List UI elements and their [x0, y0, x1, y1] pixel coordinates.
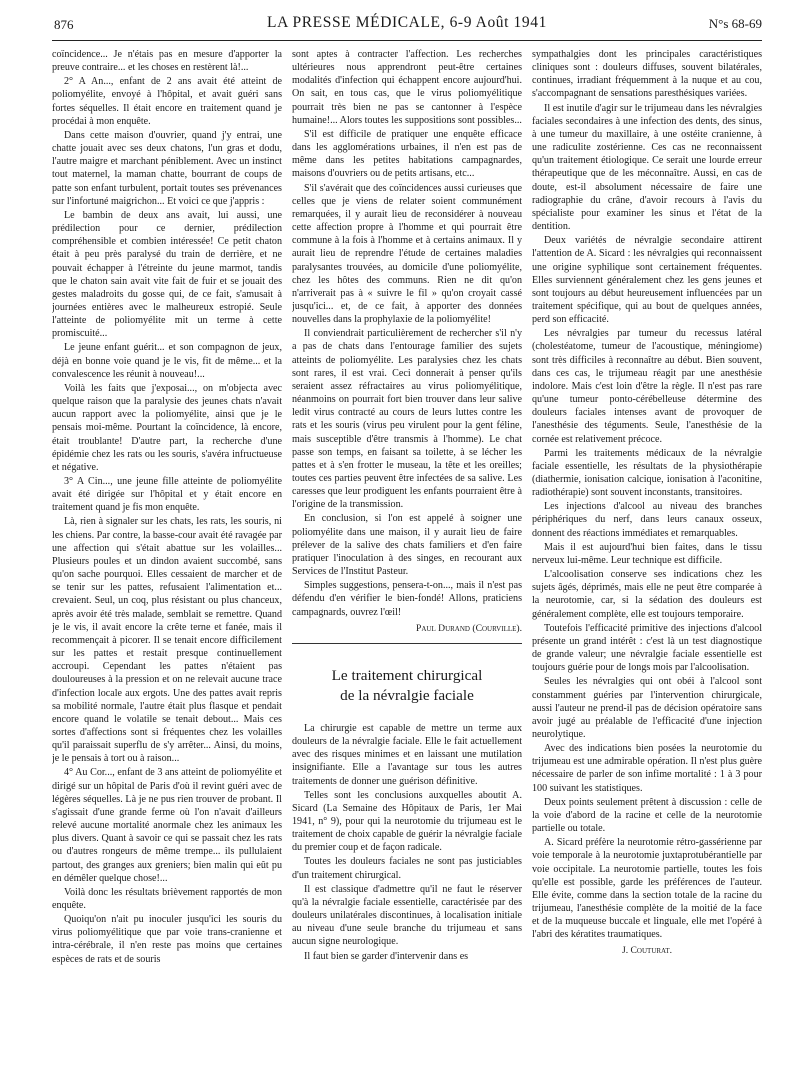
paragraph: Deux variétés de névralgie secondaire attirent l'attention de A. Sicard : les névralgies qui reconnaissent une origine syphilique sont certainement fréquentes. Elles surviennent généralement chez les gens jeunes et sont toujours au début heureusement influencées par un traitement spécifique, qui au bout de quelques années, perd son efficacité. — [532, 235, 762, 326]
column-2 — [292, 48, 522, 1058]
paragraph: Telles sont les conclusions auxquelles aboutit A. Sicard (La Semaine des Hôpitaux de Paris, 1er Mai 1941, n° 9), pour qui la neurotomie du trijumeau est le traitement de choix capable de guérir la névralgie faciale du premier coup et de façon radicale. — [292, 789, 522, 854]
paragraph: Le bambin de deux ans avait, lui aussi, une prédilection pour ce dernier, prédilection compréhensible et combien intéressée! Ce petit chaton était à peu près paralysé du train de derrière, et ne pouvait échapper à l'étreinte du jeune marmot, tandis que le chaton sain avait vite fait de fuir et se jouait des gestes maladroits du gosse qui, de ce fait, s'amusait à journées entières avec le malheureux estropié. Seule l'atteinte de poliomyélite mit un terme à cette promiscuité... — [52, 209, 282, 340]
paragraph: Avec des indications bien posées la neurotomie du trijumeau est une admirable opération. Il n'est plus guère nécessaire de parler de son infime mortalité : 1 à 3 pour 100 suivant les statistiques. — [532, 743, 762, 794]
author-signature: J. Couturat. — [622, 945, 672, 957]
paragraph: Là, rien à signaler sur les chats, les rats, les souris, ni les chiens. Par contre, la basse-cour avait été ravagée par une affection qui s'était abattue sur les volailles... Plusieurs poules et un dindon avaient succombé, sans qu'on sache pourquoi. Elles cessaient de marcher et de se tenir sur les pattes, refusaient l'alimentation et... crevaient. Seul, un coq, plus résistant ou plus chanceux, après avoir été très malade, semblait se remettre. Quand je le vis, il avait encore la crête terne et fanée, mais il recommençait à picorer. Il se tenait encore difficilement sur les pattes et restait presque continuellement accroupi. Cependant les pattes n'étaient pas douloureuses à la pression et on ne relevait aucune trace d'infection locale aux ergots. Une des pattes avait repris sa mobilité normale, l'autre était plus flasque et pendait encore quand le volatile se tenait debout... Mais ces sortes d'affections sont si fréquentes chez les volailles qu'il paraissait superflu de s'y arrêter... Ainsi, du moins, je le pensais à tort ou à raison... — [52, 516, 282, 765]
paragraph: sympathalgies dont les principales caractéristiques cliniques sont : douleurs diffuses, souvent bilatérales, continues, irradiant fréquemment à la nuque et au cou, s'accompagnant de sensations paresthésiques variées. — [532, 49, 762, 100]
paragraph: Quoiqu'on n'ait pu inoculer jusqu'ici les souris du virus poliomyélitique que par voie trans-cranienne et intra-cérébrale, il n'en reste pas moins que certaines espèces de rats et de souris — [52, 914, 282, 965]
column-3 — [532, 48, 762, 1058]
paragraph: L'alcoolisation conserve ses indications chez les sujets âgés, déprimés, mais elle ne peut être comparée à la neurotomie, car, si la sédation des douleurs est généralement complète, elle est toujours temporaire. — [532, 569, 762, 620]
issue-number: N°s 68-69 — [708, 16, 762, 31]
paragraph: coïncidence... Je n'étais pas en mesure d'apporter la preuve contraire... et les choses en restèrent là!... — [52, 49, 282, 74]
section-divider — [292, 643, 522, 644]
paragraph: 3° A Cin..., une jeune fille atteinte de poliomyélite avait été dirigée sur l'hôpital et y était encore en traitement quand je fis mon enquête. — [52, 476, 282, 514]
paragraph: Toutes les douleurs faciales ne sont pas justiciables d'un traitement chirurgical. — [292, 856, 522, 881]
author-signature: Paul Durand (Courville). — [416, 622, 522, 634]
paragraph: sont aptes à contracter l'affection. Les recherches ultérieures nous apprendront peut-être certaines modalités d'infection qui échappent encore aujourd'hui. On sait, en tous cas, que le virus poliomyélitique pourrait très bien ne pas se cantonner à l'espèce humaine!... Alors toutes les suppositions sont possibles... — [292, 49, 522, 126]
paragraph: Mais il est aujourd'hui bien faites, dans le tissu nerveux lui-même. Leur technique est difficile. — [532, 541, 762, 566]
page-header — [52, 12, 762, 41]
journal-title-line — [52, 14, 762, 32]
columns — [52, 48, 762, 1058]
page-number: 876 — [54, 17, 74, 32]
paragraph: Voilà les faits que j'exposai..., on m'objecta avec quelque raison que la paralysie des jeunes chats n'avait aucun rapport avec la poliomyélite, ainsi que je le pensais moi-même. Pourtant la coïncidence, là encore, était troublante! D'autre part, la recherche d'une épidémie chez les rats ou les souris, s'avéra infructueuse et négative. — [52, 382, 282, 473]
paragraph: Seules les névralgies qui ont obéi à l'alcool sont constamment guéries par l'intervention chirurgicale, aussi l'auteur ne prend-il pas de décision opératoire sans avoir jugé au préalable de l'efficacité d'une injection neurolytique. — [532, 676, 762, 740]
paragraph: Voilà donc les résultats brièvement rapportés de mon enquête. — [52, 886, 282, 911]
paragraph: Il conviendrait particulièrement de rechercher s'il n'y a pas de chats dans l'entourage familier des sujets atteints de poliomyélite. Les paralysies chez les chats sont rares, il est vrai. Ceci donnerait à penser qu'ils seraient assez réfractaires au virus poliomyélitique, néanmoins on pourrait fort bien trouver dans leur salive ledit virus contracté au cours de leurs luttes contre les rats et les souris (virus peu virulent pour la gent féline, mais susceptible d'être transmis à l'homme). Le chat passe son temps, en faisant sa toilette, à se lécher les pattes et à s'en frotter le museau, la tête et les oreilles; toutes ces parties peuvent être infectées de sa salive. Les caresses que leur prodiguent les enfants pourraient être à l'origine de la transmission. — [292, 328, 522, 511]
column-1 — [52, 48, 282, 1058]
paragraph: S'il s'avérait que des coïncidences aussi curieuses que celles que je viens de relater soient communément remarquées, il y aurait lieu de reconsidérer à nouveau cette affection propre à l'homme et qui pourrait être commune à la fois à l'homme et à certains animaux. Il y aurait lieu de reprendre l'étude de certaines maladies paralysantes trouvées, au domicile d'une poliomyélite, chez les hôtes des communs. Rien ne dit qu'on n'arriverait pas à « suivre le fil » qu'on croyait cassé jusqu'ici... et, de ce fait, à apporter des données nouvelles dans la prophylaxie de la poliomyélite! — [292, 182, 522, 326]
article-title-line-1: Le traitement chirurgical — [331, 666, 483, 684]
paragraph: La chirurgie est capable de mettre un terme aux douleurs de la névralgie faciale. Elle le fait actuellement avec des risques minimes et en laissant une mutilation insignifiante. Elle a l'avantage sur tous les autres traitements de donner une guérison définitive. — [292, 722, 522, 787]
article-title-line-2: de la névralgie faciale — [340, 686, 474, 704]
paragraph: Les injections d'alcool au niveau des branches périphériques du nerf, dans leurs canaux osseux, donnent des réactions immédiates et remarquables. — [532, 501, 762, 539]
paragraph: Simples suggestions, pensera-t-on..., mais il n'est pas défendu d'en vérifier le bien-fondé! Allons, praticiens campagnards, ouvrez l'œil! — [292, 580, 522, 618]
paragraph: Le jeune enfant guérit... et son compagnon de jeux, déjà en bonne voie quand je le vis, fit de même... et la convalescence les réunit à nouveau!... — [52, 342, 282, 380]
paragraph: 4° Au Cor..., enfant de 3 ans atteint de poliomyélite et dirigé sur un hôpital de Paris d'où il revint guéri avec de légères séquelles. Là je ne pus rien trouver de probant. Il s'agissait d'une grande ferme où l'on n'avait d'ailleurs relevé aucune mortalité anormale chez les animaux les plus divers. Quant à savoir ce qui se passait chez les rats ou d'autres rongeurs de même trempe... ils pullulaient partout, des granges aux greniers; bien malin qui eût pu en démêler quelque chose!... — [52, 767, 282, 884]
paragraph: Il est classique d'admettre qu'il ne faut le réserver qu'à la névralgie faciale essentielle, caractérisée par des douleurs unilatérales discontinues, à localisation initiale au niveau d'une seule branche du trijumeau et sans aucun signe neurologique. — [292, 883, 522, 948]
newspaper-page — [52, 12, 762, 1072]
paragraph: Il faut bien se garder d'intervenir dans es — [304, 950, 469, 962]
article-title — [292, 666, 522, 706]
paragraph: Toutefois l'efficacité primitive des injections d'alcool présente un grand intérêt : c'est là un test diagnostique de grande valeur; une névralgie faciale essentielle est toujours guérie pour de longs mois par l'alcoolisation. — [532, 622, 762, 674]
paragraph: Parmi les traitements médicaux de la névralgie faciale essentielle, les résultats de la physiothérapie (diathermie, ionisation calcique, ionisation à l'aconitine, radiothérapie) sont souvent inconstants, transitoires. — [532, 447, 762, 499]
paragraph: Deux points seulement prêtent à discussion : celle de la voie d'abord de la racine et celle de la neurotomie partielle ou totale. — [532, 796, 762, 835]
paragraph: 2° A An..., enfant de 2 ans avait été atteint de poliomyélite, envoyé à l'hôpital, et avait guéri sans fortes séquelles. Il était encore en traitement quand je procédai à mon enquête. — [52, 76, 282, 127]
paragraph: Les névralgies par tumeur du recessus latéral (cholestéatome, tumeur de l'acoustique, méningiome) sont très difficiles à reconnaître au début. Bien souvent, dans ces cas, le trijumeau réagit par une anesthésie indolore. Mais c'est loin d'être la règle. Il n'est pas rare qu'une tumeur ponto-cérébelleuse détermine des douleurs faciales intenses avant de provoquer de l'anesthésie des téguments. Seule, l'anesthésie de la cornée est relativement précoce. — [532, 328, 762, 445]
paragraph: En conclusion, si l'on est appelé à soigner une poliomyélite dans une maison, il y aurait lieu de faire prélever de la salive des chats familiers et d'en faire pratiquer l'inoculation à des singes, en recourant aux Services de l'Institut Pasteur. — [292, 513, 522, 578]
paragraph: A. Sicard préfère la neurotomie rétro-gassérienne par voie temporale à la neurotomie juxtaprotubérantielle par voie occipitale. La neurotomie partielle, toutes les fois qu'elle est possible, garde les préférences de l'auteur. Elle évite, comme dans la section totale de la racine du trijumeau, l'anesthésie complète de la moitié de la face et de la muqueuse buccale et linguale, elle met l'opéré à l'abri des kératites traumatiques. — [532, 837, 762, 941]
paragraph: S'il est difficile de pratiquer une enquête efficace dans les agglomérations urbaines, il n'en est pas de même dans les petites habitations campagnardes, maisons d'ouvriers ou de petits artisans, etc... — [292, 128, 522, 180]
paragraph: Il est inutile d'agir sur le trijumeau dans les névralgies faciales secondaires à une infection des dents, des sinus, à une tumeur du maxillaire, à une ostéite cranienne, à une radiculite zostérienne. Ces cas ne reconnaissent qu'un traitement étiologique. Ce serait une lourde erreur thérapeutique que de les méconnaître. Aussi, en cas de doute, est-il absolument nécessaire de faire une radiographie du crâne, d'avoir recours à l'avis du spécialiste pour examiner les sinus et l'état de la dentition. — [532, 102, 762, 233]
paragraph: Dans cette maison d'ouvrier, quand j'y entrai, une chatte jouait avec ses deux chatons, l'un gras et dodu, l'autre maigre et marchant péniblement. Avec un instinct tout maternel, la maman chatte, bourrant de coups de patte son enfant turbulent, portait toutes ses prévenances sur l'infortuné maigrichon... Et voici ce que j'appris : — [52, 129, 282, 207]
journal-title: LA PRESSE MÉDICALE, — [267, 14, 446, 31]
journal-date: 6-9 Août 1941 — [449, 14, 547, 31]
